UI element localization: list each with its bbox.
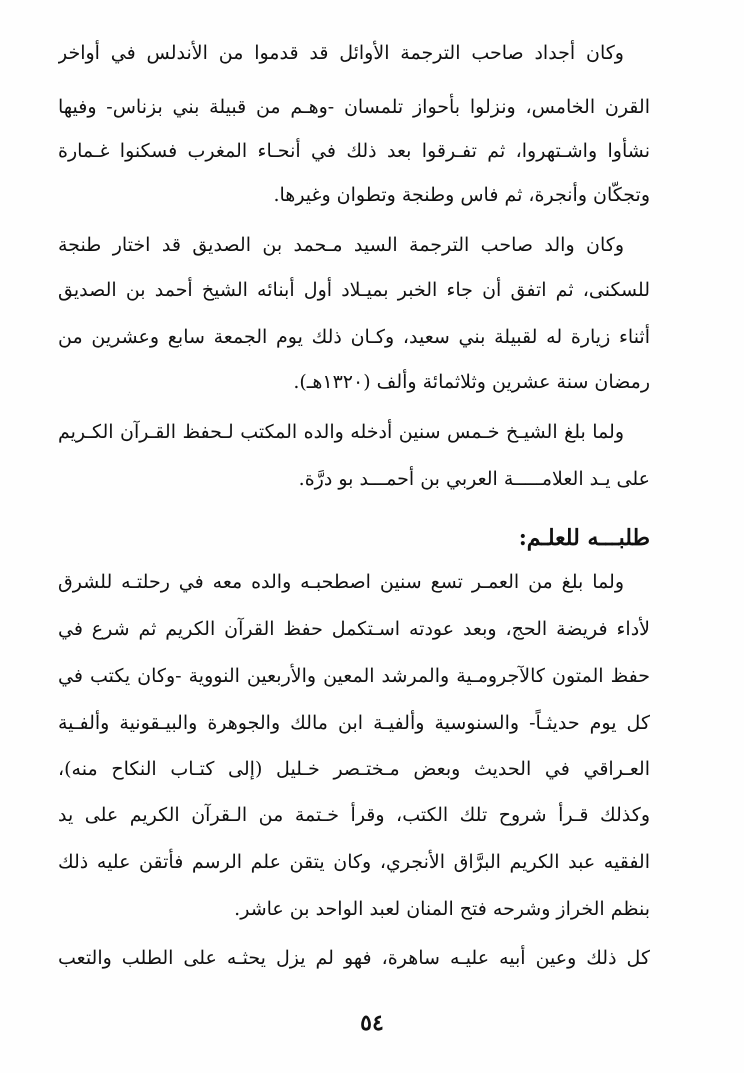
text-line: الفقيه عبد الكريم البرَّاق الأنجري، وكان يتقن علم الرسم فأتقن عليه ذلك (58, 851, 650, 873)
text-line: رمضان سنة عشرين وثلاثمائة وألف (١٣٢٠هـ). (293, 371, 650, 393)
section-heading: طلبـــه للعلـم: (518, 525, 650, 551)
text-line: للسكنى، ثم اتفق أن جاء الخبر بميـلاد أول أبنائه الشيخ أحمد بن الصديق (58, 279, 650, 301)
text-line: على يـد العلامـــــة العربي بن أحمـــد بو درَّة. (298, 468, 650, 490)
text-line: وكان والد صاحب الترجمة السيد مـحمد بن الصديق قد اختار طنجة (58, 234, 624, 256)
text-line: ولما بلغ الشيـخ خـمس سنين أدخله والده المكتب لـحفظ القـرآن الكـريم (58, 421, 624, 443)
text-line: أثناء زيارة له لقبيلة بني سعيد، وكـان ذلك يوم الجمعة سابع وعشرين من (58, 326, 650, 348)
text-line: بنظم الخراز وشرحه فتح المنان لعبد الواحد بن عاشر. (234, 898, 650, 920)
text-line: كل ذلك وعين أبيه عليـه ساهرة، فهو لم يزل يحثـه على الطلب والتعب (58, 947, 650, 969)
text-line: وكان أجداد صاحب الترجمة الأوائل قد قدموا من الأندلس في أواخر (58, 42, 624, 64)
text-line: نشأوا واشـتهروا، ثم تفـرقوا بعد ذلك في أنحـاء المغرب فسكنوا غـمارة (58, 140, 650, 162)
text-line: العـراقي في الحديث وبعض مـختـصر خـليل (إلى كتـاب النكاح منه)، (58, 758, 650, 780)
page-number: ٥٤ (360, 1010, 384, 1036)
text-line: كل يوم حديثـاً- والسنوسية وألفيـة ابن مالك والجوهرة والبيـقونية وألفـية (58, 712, 650, 734)
text-line: حفظ المتون كالآجرومـية والمرشد المعين والأربعين النووية -وكان يكتب في (58, 665, 650, 687)
text-line: وكذلك قـرأ شروح تلك الكتب، وقرأ خـتمة من الـقرآن الكريم على يد (58, 804, 650, 826)
text-line: وتجكّان وأنجرة، ثم فاس وطنجة وتطوان وغيرها. (273, 184, 650, 206)
text-line: القرن الخامس، ونزلوا بأحواز تلمسان -وهـم من قبيلة بني بزناس- وفيها (58, 96, 650, 118)
text-line: لأداء فريضة الحج، وبعد عودته اسـتكمل حفظ القرآن الكريم ثم شرع في (58, 618, 650, 640)
text-line: ولما بلغ من العمـر تسع سنين اصطحبـه والده معه في رحلتـه للشرق (58, 571, 624, 593)
